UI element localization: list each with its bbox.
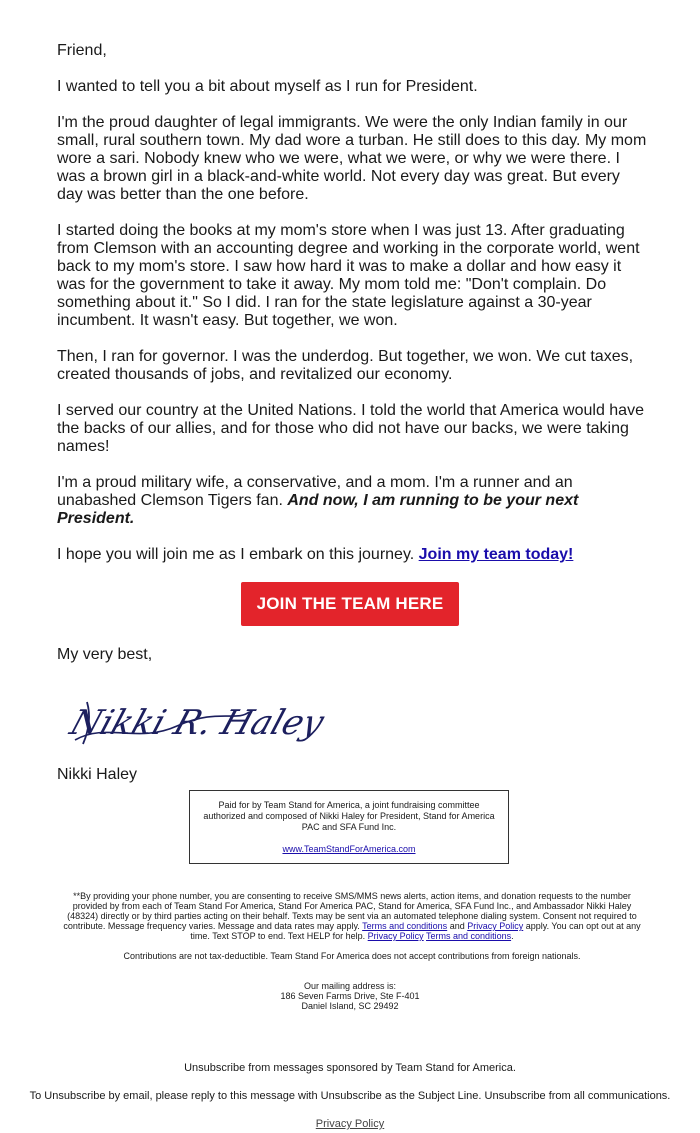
paid-for-by-text: Paid for by Team Stand for America, a joint fundraising committee authorized and composed of Nikki Haley for President, Stand for America PAC and SFA Fund Inc. <box>203 800 495 832</box>
paid-for-by-box <box>189 790 509 864</box>
join-team-link[interactable]: Join my team today! <box>418 546 574 563</box>
sms-text-b: and <box>447 921 468 931</box>
unsubscribe-sponsor-text[interactable]: Unsubscribe from messages sponsored by Team Stand for America. <box>184 1062 516 1074</box>
privacy-link-1[interactable]: Privacy Policy <box>467 921 524 931</box>
address-line-2: Daniel Island, SC 29492 <box>301 1001 399 1011</box>
privacy-policy-link[interactable]: Privacy Policy <box>315 1118 385 1130</box>
fine-print <box>58 891 646 971</box>
unsubscribe-email-text: To Unsubscribe by email, please reply to this message with Unsubscribe as the Subject Line. Unsubscribe from all communications. <box>29 1090 671 1102</box>
contributions-notice: Contributions are not tax-deductible. Team Stand For America does not accept contributions from foreign nationals. <box>123 951 581 961</box>
address-line-1: 186 Seven Farms Drive, Ste F-401 <box>280 991 420 1001</box>
terms-link-2[interactable]: Terms and conditions <box>426 931 512 941</box>
terms-link-1[interactable]: Terms and conditions <box>362 921 448 931</box>
personal-text: I'm a proud military wife, a conservative, and a mom. I'm a runner and an unabashed Clemson Tigers fan. <box>57 474 573 509</box>
sms-text-a: **By providing your phone number, you are consenting to receive SMS/MMS news alerts, action items, and donation requests to the number provided by from each of Team Stand For America, Stand For America PAC, Stand for America, SFA Fund Inc., and Ambassador Nikki Haley (48324) directly or by third parties acting on their behalf. Texts may be sent via an automated telephone dialing system. Consent not required to contribute. Message frequency varies. Message and data rates may apply. <box>63 891 637 931</box>
letter-body <box>57 42 647 802</box>
paragraph-career: I started doing the books at my mom's store when I was just 13. After graduating from Clemson with an accounting degree and working in the corporate world, went back to my mom's store. I saw how hard it was to make a dollar and how easy it was for the government to take it away. My mom told me: "Don't complain. Do something about it." So I did. I ran for the state legislature against a 30-year incumbent. It wasn't easy. But together, we won. <box>57 222 640 329</box>
mailing-address <box>0 981 700 1011</box>
signature-lettering: Nikki R. Haley <box>65 703 329 743</box>
paragraph-intro: I wanted to tell you a bit about myself as I run for President. <box>57 78 478 95</box>
greeting: Friend, <box>57 42 107 59</box>
signoff: My very best, <box>57 646 153 663</box>
signer-name: Nikki Haley <box>57 766 138 783</box>
signature-image <box>65 682 329 760</box>
cta-container <box>57 582 643 626</box>
website-link[interactable]: www.TeamStandForAmerica.com <box>282 844 416 854</box>
footer-privacy <box>0 1118 700 1130</box>
paragraph-family: I'm the proud daughter of legal immigrants. We were the only Indian family in our small, rural southern town. My dad wore a turban. He still does to this day. My mom wore a sari. Nobody knew who we were, what we were, or why we were there. I was a brown girl in a black-and-white world. Not every day was great. But every day was better than the one before. <box>57 114 647 203</box>
paragraph-governor: Then, I ran for governor. I was the underdog. But together, we won. We cut taxes, created thousands of jobs, and revitalized our economy. <box>57 348 634 383</box>
sms-text-c: apply. You can opt out at any time. Text STOP to end. Text HELP for help. <box>190 921 641 941</box>
join-team-button[interactable]: JOIN THE TEAM HERE <box>241 582 459 626</box>
paragraph-join <box>57 546 647 564</box>
sms-consent <box>58 891 646 941</box>
address-label: Our mailing address is: <box>303 981 397 991</box>
paragraph-personal <box>57 474 647 528</box>
sms-text-e: . <box>511 931 514 941</box>
running-statement: And now, I am running to be your next President. <box>57 492 579 527</box>
join-text: I hope you will join me as I embark on this journey. <box>57 546 419 563</box>
privacy-link-2[interactable]: Privacy Policy <box>367 931 424 941</box>
paragraph-un: I served our country at the United Nations. I told the world that America would have the backs of our allies, and for those who did not have our backs, we were taking names! <box>57 402 644 455</box>
